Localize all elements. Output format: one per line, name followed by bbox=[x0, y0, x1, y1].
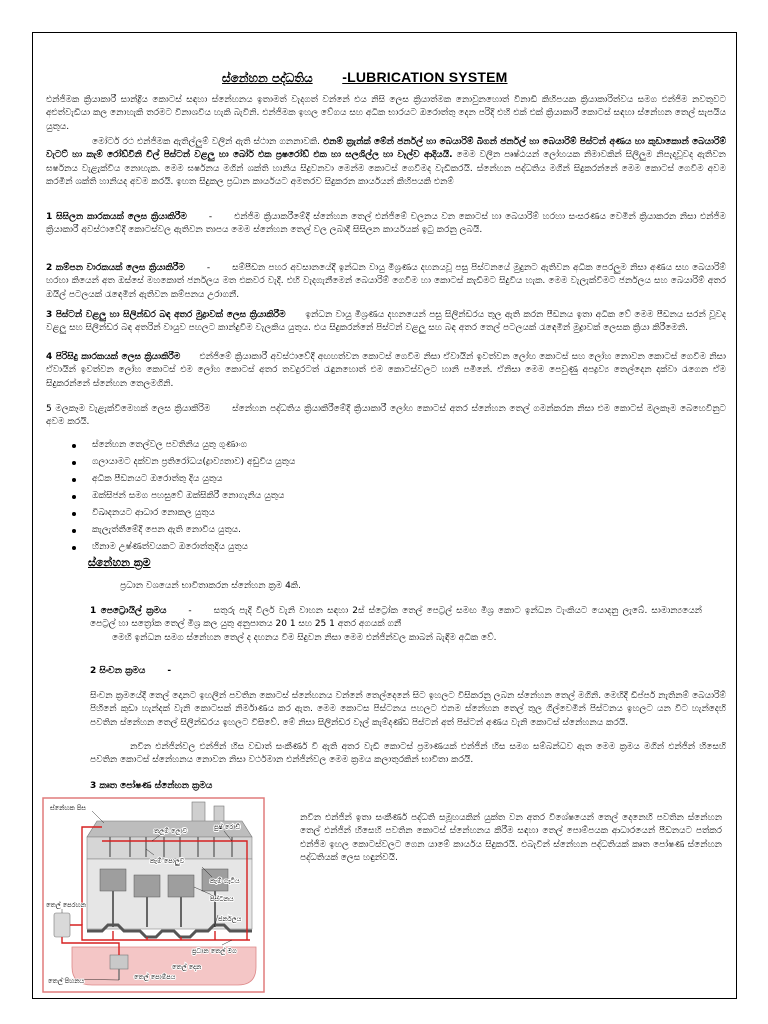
function-heading: 3 පිස්ටන් වළලු හා සිලින්ඩර බඳ අතර මුද්‍රාවක් ලෙස ක්‍රියාකිරීම bbox=[46, 310, 286, 320]
list-item: හිනාම උෂ්ණත්වයකට ඔරොත්තුදිය යුතුය bbox=[72, 539, 692, 556]
diagram-label: ස්නේහක පිස bbox=[50, 804, 86, 812]
splash-paragraph-2: නවීන එන්ජින්වල එන්ජින් හිස වඩාත් සංකීර්ණ වී ඇති අතර වැඩි කොටස් ප්‍රමාණයක් එන්ජින් හිස සමග සම්බන්ධව ඇත මෙම ක්‍රමය මගින් එන්ජින් හිසෙහි පවතින කොටස් ස්නේහනය නොවන නිසා වර්ථමාන එන්ජින්වල මෙම ක්‍රමය කලාතුරකින් භාවිතා කරයි. bbox=[90, 742, 726, 766]
piston bbox=[168, 875, 194, 897]
function-item bbox=[46, 262, 726, 302]
splash-paragraph-1: සිංචන ක්‍රමයේදී තෙල් දොනට ඉහලින් පවතින කොටස් ස්නේහනය වන්නේ තෙල්දෙනේ සිට ඉහලට විසිකරනු ලබන ස්නේහන තෙල් මගිනි. මෙහිදී ඩිප්පර් නැතිනම් බෙයාරිම් පිහිනේ කුඩා හැන්දක් වැනි කොටසක් නිර්මාණය කර ඇත. මෙම කොටස පිස්ටනය පහලට එනම ස්නේහන තෙල් තුල ගිල්වෙමින් පිස්ටනය ඉහලට යන විට හැන්දෙහි පවතින ස්නේහන තෙල් සිලින්ඩරය ඉහලට විසිවේ. මේ නිසා සිලින්ඩර වෑල් කැම්දණ්ඩ පිස්ටන් අත් පිස්ටන් අණය වැනි කොටස් ස්නේහනය කරයි. bbox=[90, 691, 726, 728]
breather-pipe bbox=[214, 806, 224, 822]
diagram-label: තෙල් පිහනය bbox=[48, 977, 85, 985]
list-item: විඛාදනයට ආධාර නොකල යුතුය bbox=[72, 505, 692, 522]
intro-paragraph-1: එන්ජිමක ක්‍රියාකාරී සාන්ද්‍රීය කොටස් සඳහා ස්නේහනය ඉතාමත් වැදගත් වන්නේ එය නිසි ලෙස ක්‍රියාත්මක නොවුනහොත් විනාඩි කිහිපයක ක්‍රියාකාරිත්වය සමග එන්ජිම නවතුවට අළුත්වැඩියා කල නොහැකි තරමට විනාශවිය හැකි බැවිනි. එන්ජිමක ඉහල වේගය සහ අධික භාරයට ඔරොත්තු දෙන පරිදි එහි එක් එක් ක්‍රියාකාරී කොටස් සඳහා ස්නේහන තෙල් සැපයිය යුතුය. bbox=[46, 95, 726, 132]
list-item: කැලැත්තීමේදී පෙන ඇති නොවිය යුතුය. bbox=[72, 522, 692, 539]
function-separator: - bbox=[208, 212, 213, 222]
intro-paragraph-2-lead: මෝටර් රථ එන්ජිමක ඇතිල්ලුම් වලින් ඇති ස්ථාන ගනනාවකි. bbox=[92, 137, 321, 147]
diagram-label: තෙල් පොම්පය bbox=[134, 973, 176, 981]
diagram-label: තලම් ලොව bbox=[154, 827, 188, 835]
title-sinhala: ස්නේහන පද්ධතිය bbox=[222, 71, 313, 85]
lubrication-system-diagram bbox=[42, 797, 265, 993]
forced-feed-heading: 3 කෘත පෝෂණ ස්නේහන ක්‍රමය bbox=[90, 781, 213, 791]
diagram-label: කැම් ගැටිය bbox=[210, 877, 240, 885]
diagram-label: පුෂ් රොඩ් bbox=[214, 823, 241, 831]
piston bbox=[134, 875, 160, 897]
splash-separator: - bbox=[167, 666, 172, 676]
petroil-text: සතුරු පැදි වීලර් වැනි වාහන සඳහා 2ස් ස්ට්‍රෝක තෙල් පෙට්‍රල් සමඟ මිශ්‍ර කොට ඉන්ධන ටැංකියට යොදනු ලැබේ. සාමාන්‍යයෙන් පෙට්‍රල් හා සත්‍රෝක තෙල් මිශ්‍ර කල යුතු අනුපාතය 20 1 සහ 25 1 අතර අගයක් ගනී bbox=[90, 606, 702, 630]
oil-pump bbox=[110, 955, 128, 969]
diagram-label: ජර්නලය bbox=[218, 915, 242, 923]
function-item bbox=[46, 211, 726, 238]
function-text: ස්නේහන පද්ධතිය ක්‍රියාකිරීමේදී ක්‍රියාකාරී ලෝහ කොටස් අතර ස්නේහන තෙල් ගමන්කරන නිසා එම කොටස් මලකෑම බෙහෙවිනුට අවම කරයි. bbox=[46, 404, 726, 428]
list-item: ඔක්සිජන් සමග පහසුවේ ඔක්සිකිරී නොගැනිය යුතුය bbox=[72, 488, 692, 505]
function-item bbox=[46, 309, 726, 336]
function-text: එන්ජිම ක්‍රියාකරීමේදී ස්නේහන තෙල් එන්ජිමේ චලනය වන කොටස් හා බෙයාරිම් හරහා සංසරණය වෙමින් ක්‍රියාකරන නිසා එන්ජිම ක්‍රියාකාරී අවස්ථාවේදී කොටස්වල ඇතිවන තාපය මෙම ස්නේහන තෙල් වල ලබාදී සිසිලන කාර්යයක් ඉටු කරනු ලබයි. bbox=[46, 212, 726, 236]
list-item: ගලායාමට දක්වන ප්‍රතිරෝධය(ද්‍රාව්‍යතාව) අඩුවිය යුතුය bbox=[72, 454, 692, 471]
page-title bbox=[222, 67, 508, 86]
function-text: එන්ජිමේ ක්‍රියාකාරී අවස්ථාවේදී අඟහත්වන කොටස් ගෙවීම නිසා ඒවායින් ඉවත්වන ලෝහ කොටස් සහ ලෝහ නොවන කොටස් ගෙවීම නිසා ඒවායින් ඉවත්වන ලෝහ කොටස් එම ලෝහ කොටස් අතර තවදුරටත් රැඳුනහොත් එම කොටස්වලට හානි පමිනේ. ඒනිසා මෙම පෙවුණු අපද්‍රව්‍ය තෙල්දෙන දක්වා රැගෙන ඒම සිදුකරන්නේ ස්නේහන තෙලමගිනි. bbox=[46, 352, 726, 389]
splash-heading bbox=[90, 666, 193, 676]
function-item bbox=[46, 351, 726, 391]
petroil-heading: 1 පෙට්‍රොයිල් ක්‍රමය bbox=[90, 606, 167, 616]
methods-intro: ප්‍රධාන වශයෙන් භාවිතාකරන ස්නේහන ක්‍රම 4කි. bbox=[120, 581, 301, 591]
intro-paragraph-2-bold: එනම් ක්‍රැන්ක් මේන් ජර්නල් හා බෙයාරිම් බිගන් ජර්නල් හා බෙයාරිම් පිස්ටන් අණය හා කුඩාකොන් බෙයාරිම් වැටට් හා කැම් රෝඩ්වීනි චිල් පිස්ටන් වළලු හා බෝර් එක ප්‍රෂරෝඩ් එක හා සලශිල්ල හා වෑල්ව ආදියයි. bbox=[46, 137, 726, 161]
intake-pipe bbox=[192, 802, 205, 822]
diagram-label: ප්‍රධාන තෙල් මග bbox=[192, 947, 237, 955]
list-item: අධික පීඩනයට ඔරොත්තු දිය යුතුය bbox=[72, 471, 692, 488]
petroil-note: මෙහි ඉන්ධන සමග ස්නේහන තෙල් ද දහනය වීම සිදුවන නිසා මෙම එන්ජින්වල කාබන් බැඳීම අධික වේ. bbox=[112, 633, 497, 643]
function-heading: 5 මලකෑම වැළැක්වීමෙහක් ලෙස ක්‍රියාකිරිම bbox=[46, 404, 211, 414]
function-text: ඉන්ධන වායු මිශ්‍රණය දහනයෙන් පසු සිලින්ඩරය තුල ඇති කරන පීඩනය ඉතා අධික වේ මෙම පීඩනය සරන් වූවද වළලු සහ සිලින්ඩර බඳ අතරින් වායුව පහලට කාන්දුවීම වැලකිය යුතුය. එය සිදුකරන්නේ පිස්ටන් වළලු සහ බඳ අතර තෙල් පටලයක් රැඳෙමින් මුද්‍රාවක් ලෙසක ක්‍රියා කිරීමෙනි. bbox=[46, 310, 726, 334]
petroil-separator: - bbox=[188, 606, 192, 616]
function-text: සම්පීඩන පහර අවසානයේදී ඉන්ධන වායු මිශ්‍රණය දහනයවූ පසු පිස්ටනයේ මුදුනට ඇතිවන අධික පෙරලුම නිසා අණය සහ බෙයාරිම් හරහා කියෙන් අත ඔස්සේ මහකොත් ජර්නලය මත එකවර වැදී. එහි වැදගැනීමෙන් බෙයාරිම් ගෙවීම හා කොටස් කැඩීමට සිදුවිය හැක. මෙම වැලැක්වීමට ජර්නලය සහ බෙයාරිම් අතර ඔයිල් පටලයක් රැඳෙමින් ඇතිවන කම්පනය උරාගනී. bbox=[46, 263, 726, 300]
methods-heading: ස්නේහන ක්‍රම bbox=[88, 556, 151, 569]
piston bbox=[100, 869, 126, 891]
oil-properties-list bbox=[72, 437, 692, 556]
diagram-label: පිස්ටනය bbox=[210, 895, 234, 903]
forced-feed-text: නවීන එන්ජින් ඉතා සංකීර්ණ පද්ධති සමූහයකින් යුක්ත වන අතර විශේෂයෙන් තෙල් දෙනෙහි පවතින ස්නේහන තෙල් එන්ජින් හිසෙහි පවතින කොටස් ස්නේහනය කිරීම සඳහා තෙල් පොම්පයක ආධාරයෙන් පීඩනයට පත්කර එන්ජිම ඉහල කොටස්වලට ගෙන යාමේ කාර්යය සිදුකරයි. එබැවින් ස්නේහන පද්ධතියක් කෘත පෝෂණ ස්නේහන පද්ධතියක් ලෙස හඳුන්වයි. bbox=[300, 813, 722, 864]
diagram-label: කැම් පොලුව bbox=[150, 857, 185, 865]
diagram-label: තෙල් පෙරහන bbox=[46, 901, 86, 909]
intro-paragraph-2 bbox=[46, 136, 726, 190]
function-separator: - bbox=[206, 263, 211, 273]
diagram-label: තෙල් දෙන bbox=[172, 963, 202, 971]
list-item: ස්නේහන තෙල්වල පවතිනිය යුතු ගුණාංග bbox=[72, 437, 692, 454]
title-english: -LUBRICATION SYSTEM bbox=[342, 69, 508, 85]
splash-heading-text: 2 සිංචන ක්‍රමය bbox=[90, 666, 146, 676]
petroil-method bbox=[90, 605, 702, 632]
function-heading: 1 සිසිලන කාරකයක් ලෙස ක්‍රියාකිරීම bbox=[46, 212, 187, 222]
function-heading: 4 පිරිසිදු කාරකයක් ලෙස ක්‍රියාකිරීම bbox=[46, 352, 181, 362]
oil-filter bbox=[54, 913, 70, 937]
cylinder-head bbox=[87, 837, 252, 859]
function-heading: 2 කම්පන වාරකයක් ලෙස ක්‍රියාකිරීම bbox=[46, 263, 185, 273]
function-item bbox=[46, 403, 726, 430]
intro-paragraph-2-rest: මෙම වලින පෘෂ්ඨයන් ලෝහයක නිමාවකින් සිලිලුම නිපැදවූවද ඇතිවන ඝර්ෂනය වැළැක්විය නොහැක. මෙම ඝර්ෂනය මගින් ශක්ති හානිය සිදුවනවා මෙන්ම කොටස් ගෙවීමද වැඩිකරයි. ස්නේහන පද්ධතිය මගින් සිදුකරන්නේ මෙම කොටස් ගෙවීම අවම කරමින් ශක්ති හානියද අවම කරයි. ඉහත සිදුකල ප්‍රධාන කාර්යයට අමතරව සිදුකරන කාර්යයන් කිහිපයකි එනම් bbox=[46, 150, 726, 188]
